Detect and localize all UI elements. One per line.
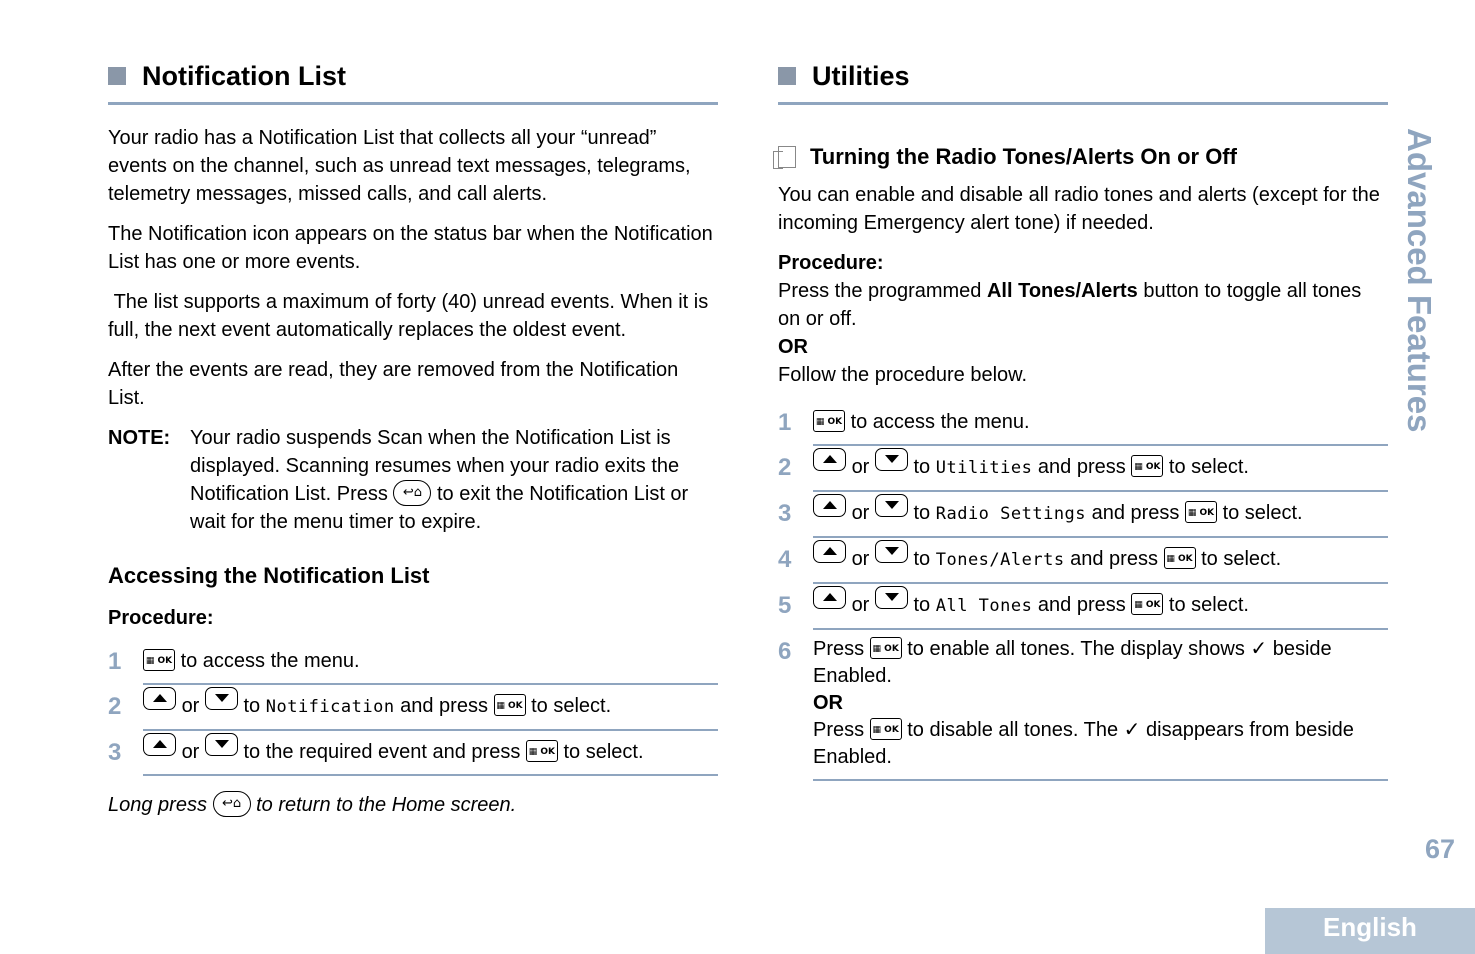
step-text: to select. bbox=[563, 741, 644, 763]
step-text: to select. bbox=[1222, 502, 1303, 524]
paragraph: Your radio has a Notification List that collects all your “unread” events on the channel, such as unread text messages, telegrams, telemetry messages, missed calls, and call alerts. bbox=[108, 127, 691, 205]
step-body bbox=[813, 630, 1388, 781]
step-text: to select. bbox=[1168, 594, 1249, 616]
step-text: to select. bbox=[531, 695, 612, 717]
step-number: 4 bbox=[778, 546, 792, 573]
down-arrow-key-icon bbox=[205, 687, 238, 710]
step-line bbox=[813, 636, 1388, 690]
step-text: to bbox=[913, 502, 931, 524]
step-text: to select. bbox=[1201, 548, 1282, 570]
page-number: 67 bbox=[1424, 834, 1455, 864]
paragraph: The Notification icon appears on the status bar when the Notification List has one or more events. bbox=[108, 223, 713, 273]
procedure-label: Procedure: bbox=[108, 607, 214, 629]
step-text: or bbox=[181, 695, 200, 717]
step-number: 1 bbox=[778, 409, 792, 436]
section-header-notification-list bbox=[108, 58, 718, 105]
step-number: 2 bbox=[108, 693, 122, 720]
ok-key-icon: ▦ OK bbox=[494, 694, 526, 716]
step-list bbox=[778, 401, 1388, 781]
step-number: 6 bbox=[778, 638, 792, 665]
paragraph: The list supports a maximum of forty (40) unread events. When it is full, the next event automatically replaces the oldest event. bbox=[108, 291, 714, 341]
step-text: to access the menu. bbox=[180, 650, 360, 672]
down-arrow-key-icon bbox=[205, 733, 238, 756]
or-label: OR bbox=[813, 692, 843, 714]
step-text: and press bbox=[1091, 502, 1180, 524]
subheading-row bbox=[778, 143, 1388, 171]
ok-key-icon: ▦ OK bbox=[1185, 501, 1217, 523]
down-arrow-key-icon bbox=[875, 494, 908, 517]
step bbox=[778, 538, 1388, 584]
button-name: All Tones/Alerts bbox=[986, 280, 1138, 302]
step bbox=[108, 731, 718, 776]
step-text: or bbox=[851, 502, 870, 524]
language-tab: English bbox=[1265, 908, 1475, 954]
side-tab bbox=[1393, 128, 1475, 448]
menu-item-name: All Tones bbox=[935, 596, 1033, 616]
up-arrow-key-icon bbox=[143, 687, 176, 710]
up-arrow-key-icon bbox=[813, 494, 846, 517]
step-list bbox=[108, 640, 718, 776]
step-text: to select. bbox=[1168, 456, 1249, 478]
down-arrow-key-icon bbox=[875, 540, 908, 563]
hint-text: to return to the Home screen. bbox=[256, 794, 517, 816]
step bbox=[778, 401, 1388, 446]
step-body bbox=[143, 640, 718, 685]
menu-item-name: Radio Settings bbox=[935, 504, 1087, 524]
step-text: to enable all tones. The display shows ✓ beside Enabled. bbox=[813, 638, 1332, 687]
step-text: to disable all tones. The ✓ disappears from beside Enabled. bbox=[813, 719, 1354, 768]
section-title: Utilities bbox=[812, 61, 910, 91]
back-home-key-icon: ↩⌂ bbox=[213, 791, 251, 817]
step-text: to access the menu. bbox=[850, 411, 1030, 433]
step-line bbox=[813, 717, 1388, 771]
note-text bbox=[190, 424, 718, 536]
step-number: 2 bbox=[778, 454, 792, 481]
step-text: and press bbox=[1070, 548, 1158, 570]
ok-key-icon: ▦ OK bbox=[870, 718, 902, 740]
step-body bbox=[813, 584, 1388, 630]
or-label: OR bbox=[778, 336, 808, 358]
step-text: to the required event and press bbox=[243, 741, 521, 763]
step bbox=[108, 640, 718, 685]
step bbox=[778, 492, 1388, 538]
back-home-key-icon: ↩⌂ bbox=[393, 480, 431, 506]
step-text: or bbox=[851, 548, 870, 570]
ok-key-icon: ▦ OK bbox=[1164, 547, 1196, 569]
step bbox=[778, 584, 1388, 630]
step-body bbox=[813, 538, 1388, 584]
pages-icon bbox=[778, 146, 796, 168]
step-text: and press bbox=[1037, 456, 1126, 478]
step-text: to bbox=[913, 548, 931, 570]
step-number: 1 bbox=[108, 648, 122, 675]
ok-key-icon: ▦ OK bbox=[1131, 593, 1163, 615]
step-text: or bbox=[181, 741, 200, 763]
step-body bbox=[813, 446, 1388, 492]
up-arrow-key-icon bbox=[813, 586, 846, 609]
step-body bbox=[143, 685, 718, 731]
note-text-part: Your radio suspends Scan when the Notification List is displayed. Scanning resumes when your radio exits the Notification List. Press bbox=[190, 427, 680, 505]
text: button to toggle all tones on or off. bbox=[778, 280, 1362, 330]
step-text: and press bbox=[400, 695, 488, 717]
paragraph: After the events are read, they are removed from the Notification List. bbox=[108, 359, 679, 409]
right-column bbox=[778, 58, 1388, 781]
text: Press the programmed bbox=[778, 280, 982, 302]
ok-key-icon: ▦ OK bbox=[1131, 455, 1163, 477]
step bbox=[778, 630, 1388, 781]
menu-item-name: Notification bbox=[265, 697, 395, 717]
section-header-utilities bbox=[778, 58, 1388, 105]
step-body bbox=[143, 731, 718, 776]
up-arrow-key-icon bbox=[813, 540, 846, 563]
down-arrow-key-icon bbox=[875, 586, 908, 609]
step-number: 5 bbox=[778, 592, 792, 619]
step-text: to bbox=[243, 695, 261, 717]
section-bullet-icon bbox=[108, 67, 126, 85]
step bbox=[778, 446, 1388, 492]
subheading: Turning the Radio Tones/Alerts On or Off bbox=[810, 144, 1237, 169]
section-bullet-icon bbox=[778, 67, 796, 85]
ok-key-icon: ▦ OK bbox=[813, 410, 845, 432]
side-tab-label: Advanced Features bbox=[1401, 128, 1438, 433]
left-column bbox=[108, 58, 718, 820]
step-text: to bbox=[913, 456, 931, 478]
hint-text: Long press bbox=[108, 794, 207, 816]
subheading: Accessing the Notification List bbox=[108, 563, 430, 588]
menu-item-name: Tones/Alerts bbox=[935, 550, 1065, 570]
paragraph: You can enable and disable all radio tones and alerts (except for the incoming Emergency alert tone) if needed. bbox=[778, 184, 1380, 234]
procedure-label: Procedure: bbox=[778, 252, 884, 274]
down-arrow-key-icon bbox=[875, 448, 908, 471]
step-body bbox=[813, 492, 1388, 538]
up-arrow-key-icon bbox=[813, 448, 846, 471]
menu-item-name: Utilities bbox=[935, 458, 1033, 478]
step-text: Press bbox=[813, 638, 865, 660]
up-arrow-key-icon bbox=[143, 733, 176, 756]
ok-key-icon: ▦ OK bbox=[870, 637, 902, 659]
step bbox=[108, 685, 718, 731]
procedure-text bbox=[778, 277, 1388, 333]
long-press-hint bbox=[108, 790, 718, 820]
step-text: or bbox=[851, 456, 870, 478]
step-text: to bbox=[913, 594, 931, 616]
procedure-block bbox=[778, 249, 1388, 389]
text: Follow the procedure below. bbox=[778, 364, 1028, 386]
step-number: 3 bbox=[108, 739, 122, 766]
step-text: or bbox=[851, 594, 870, 616]
ok-key-icon: ▦ OK bbox=[143, 649, 175, 671]
step-text: Press bbox=[813, 719, 865, 741]
step-text: and press bbox=[1037, 594, 1126, 616]
note bbox=[108, 424, 718, 536]
nav-step-group bbox=[778, 446, 1388, 630]
note-text-part: to exit the Notification List or wait for the menu timer to expire. bbox=[190, 483, 689, 533]
step-body bbox=[813, 401, 1388, 446]
note-label: NOTE: bbox=[108, 427, 171, 449]
step-number: 3 bbox=[778, 500, 792, 527]
section-title: Notification List bbox=[142, 61, 346, 91]
ok-key-icon: ▦ OK bbox=[526, 740, 558, 762]
